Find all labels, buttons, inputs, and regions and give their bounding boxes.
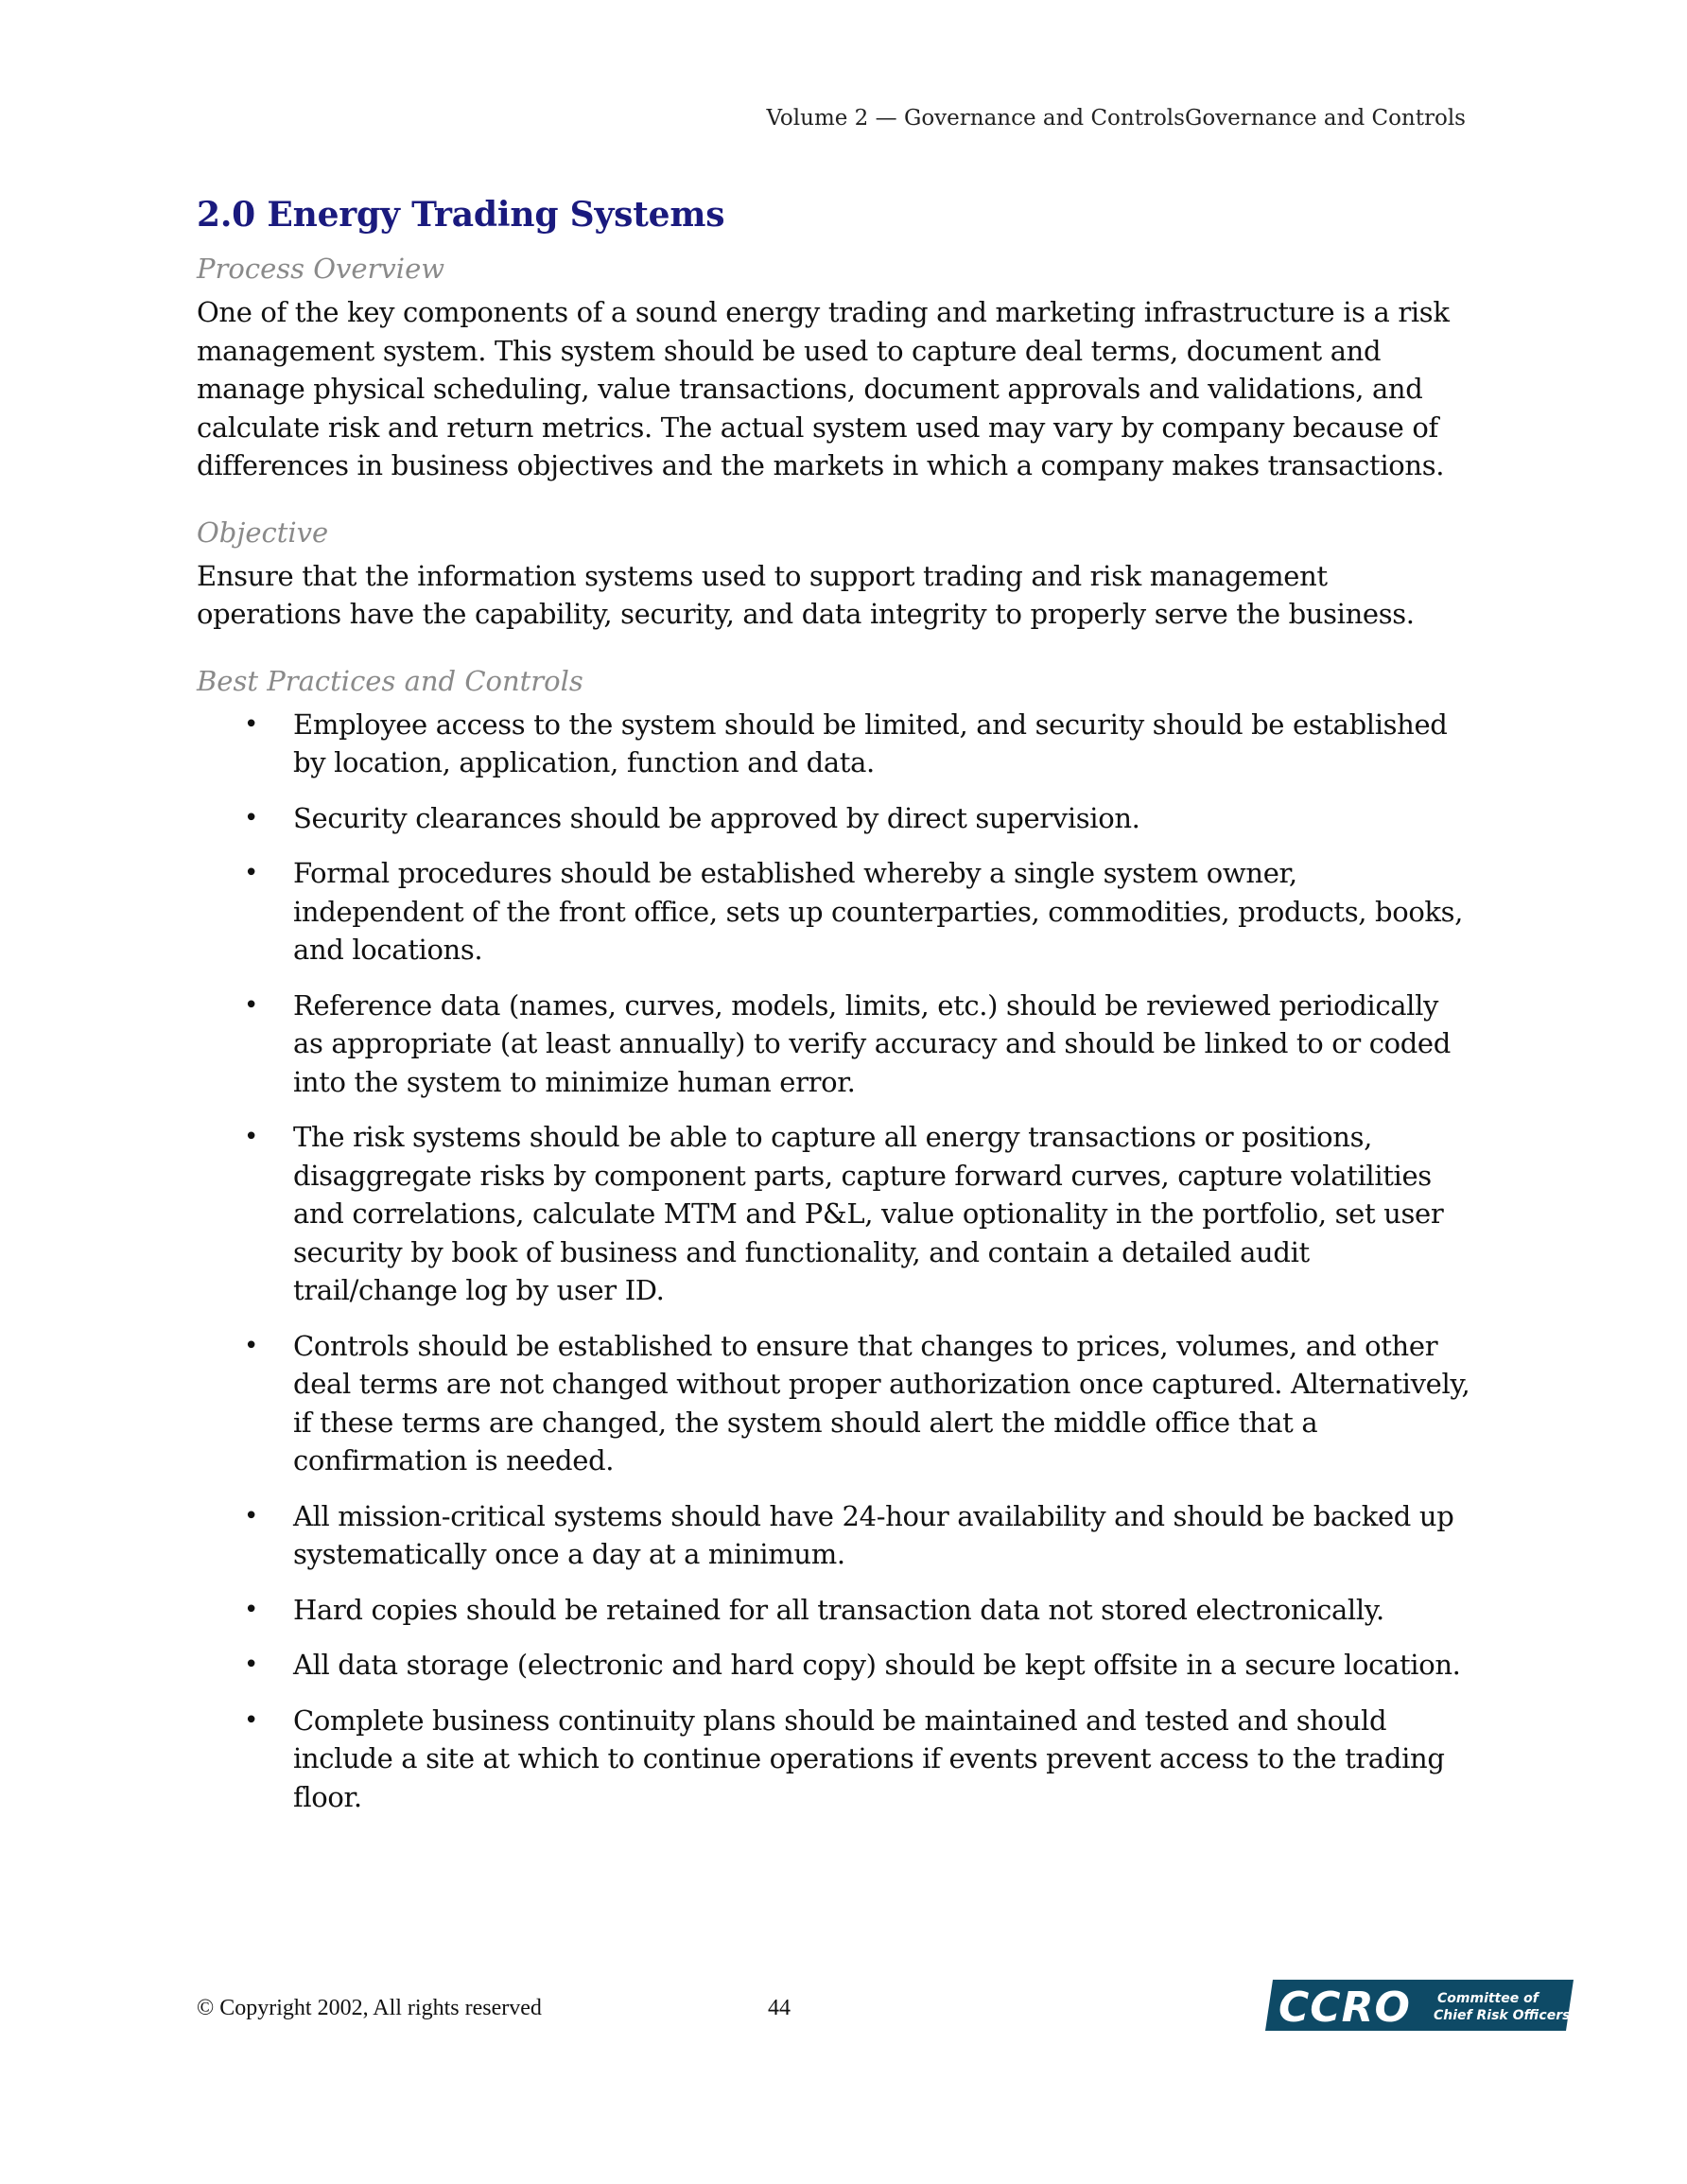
list-item-text: Reference data (names, curves, models, limits, etc.) should be reviewed periodically as appropriate (at least annually) to verify accuracy and should be linked to or coded into the system to minimize human error. [293, 988, 1451, 1098]
bullet-icon: • [244, 990, 258, 1020]
list-item [197, 1702, 1473, 1817]
page-number: 44 [768, 1996, 791, 2020]
list-item [197, 1591, 1473, 1630]
list-item [197, 1497, 1473, 1574]
list-item [197, 1646, 1473, 1685]
process-overview-heading: Process Overview [197, 253, 445, 285]
bullet-icon: • [244, 1651, 258, 1679]
section-title: 2.0 Energy Trading Systems [197, 195, 725, 235]
bullet-icon: • [244, 1123, 258, 1151]
bullet-icon: • [244, 1501, 258, 1530]
list-item-text: Complete business continuity plans should be maintained and tested and should include a site at which to continue operations if events prevent access to the trading floor. [293, 1704, 1445, 1813]
logo-text: CCRO [1278, 1983, 1411, 2031]
best-practices-heading: Best Practices and Controls [197, 664, 583, 697]
list-item-text: Employee access to the system should be limited, and security should be established by location, application, function and data. [293, 708, 1448, 778]
logo-subtitle-line2: Chief Risk Officers [1434, 2008, 1571, 2023]
bullet-icon: • [244, 1595, 258, 1624]
ccro-logo [1265, 1980, 1574, 2031]
objective-heading: Objective [197, 515, 329, 549]
list-item-text: The risk systems should be able to capture all energy transactions or positions, disaggregate risks by component parts, capture forward curves, capture volatilities and correlations, calculate MTM and P&L, value optionality in the portfolio, set user security by book of business and functionality, and contain a detailed audit trail/change log by user ID. [293, 1121, 1444, 1306]
list-item [197, 854, 1473, 970]
running-header: Volume 2 — Governance and ControlsGovernance and Controls [766, 106, 1466, 131]
logo-subtitle-line1: Committee of [1437, 1991, 1539, 2006]
bullet-icon: • [244, 859, 258, 887]
list-item-text: Security clearances should be approved by direct supervision. [293, 801, 1140, 834]
bullet-icon: • [244, 1705, 258, 1735]
bullet-icon: • [244, 1331, 258, 1360]
list-item [197, 987, 1473, 1102]
list-item [197, 1118, 1473, 1310]
main-content [197, 195, 1473, 1833]
objective-text: Ensure that the information systems used to support trading and risk management operations have the capability, security, and data integrity to properly serve the business. [197, 559, 1415, 630]
list-item [197, 706, 1473, 782]
process-overview-text: One of the key components of a sound energy trading and marketing infrastructure is a risk management system. This system should be used to capture deal terms, document and manage physical scheduling, value transactions, document approvals and validations, and calculate risk and return metrics. The actual system used may vary by company because of differences in business objectives and the markets in which a company makes transactions. [197, 296, 1450, 481]
list-item [197, 799, 1473, 838]
best-practices-list [197, 706, 1473, 1817]
bullet-icon: • [244, 709, 258, 739]
list-item-text: All data storage (electronic and hard copy) should be kept offsite in a secure location. [293, 1649, 1461, 1681]
list-item-text: Hard copies should be retained for all transaction data not stored electronically. [293, 1593, 1384, 1626]
bullet-icon: • [244, 803, 258, 832]
footer-copyright: © Copyright 2002, All rights reserved [197, 1996, 542, 2020]
list-item-text: All mission-critical systems should have 24-hour availability and should be backed up systematically once a day at a minimum. [293, 1499, 1454, 1570]
list-item [197, 1327, 1473, 1480]
list-item-text: Formal procedures should be established whereby a single system owner, independent of the front office, sets up counterparties, commodities, products, books, and locations. [293, 857, 1464, 966]
list-item-text: Controls should be established to ensure that changes to prices, volumes, and other deal terms are not changed without proper authorization once captured. Alternatively, if these terms are changed, the system should alert the middle office that a confirmation is needed. [293, 1329, 1470, 1476]
